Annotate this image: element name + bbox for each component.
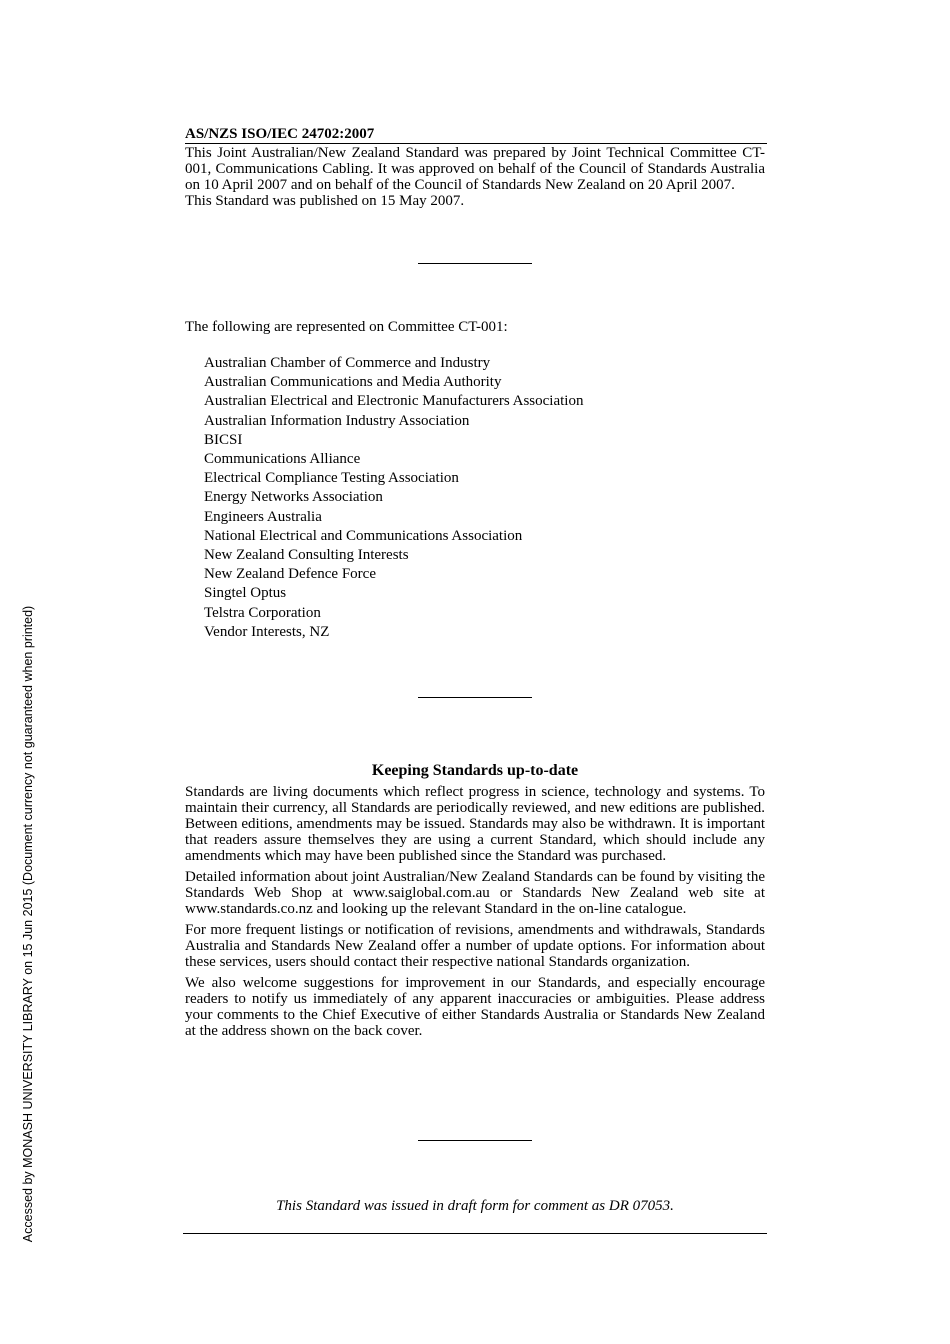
keeping-standards-body bbox=[185, 784, 765, 1044]
body-paragraph: We also welcome suggestions for improvement in our Standards, and especially encourage readers to notify us immediately of any apparent inaccuracies or ambiguities. Please address your comments to the Chief Executive of either Standards Australia or Standards New Zealand at the address shown on the back cover. bbox=[185, 975, 765, 1039]
committee-member: Vendor Interests, NZ bbox=[204, 623, 330, 640]
committee-member: Australian Communications and Media Authority bbox=[204, 374, 502, 391]
committee-member: National Electrical and Communications Association bbox=[204, 527, 523, 544]
document-id-header: AS/NZS ISO/IEC 24702:2007 bbox=[185, 126, 767, 144]
committee-member: Energy Networks Association bbox=[204, 489, 383, 506]
committee-member-list bbox=[204, 354, 583, 642]
committee-intro: The following are represented on Committee CT-001: bbox=[185, 319, 508, 335]
draft-note: This Standard was issued in draft form for comment as DR 07053. bbox=[276, 1198, 674, 1214]
committee-member: Telstra Corporation bbox=[204, 604, 321, 621]
section-divider bbox=[418, 697, 532, 698]
body-paragraph: Detailed information about joint Australian/New Zealand Standards can be found by visiting the Standards Web Shop at www.saiglobal.com.au or Standards New Zealand web site at www.standards.co.nz and looking up the relevant Standard in the on-line catalogue. bbox=[185, 869, 765, 917]
committee-member: Australian Information Industry Association bbox=[204, 412, 470, 429]
section-divider bbox=[418, 263, 532, 264]
access-watermark: Accessed by MONASH UNIVERSITY LIBRARY on 15 Jun 2015 (Document currency not guaranteed when printed) bbox=[21, 605, 35, 1243]
footer-rule bbox=[183, 1233, 767, 1234]
body-paragraph: Standards are living documents which reflect progress in science, technology and systems. To maintain their currency, all Standards are periodically reviewed, and new editions are published. Between editions, amendments may be issued. Standards may also be withdrawn. It is important that readers assure themselves they are using a current Standard, which should include any amendments which may have been published since the Standard was purchased. bbox=[185, 784, 765, 864]
committee-member: Electrical Compliance Testing Association bbox=[204, 470, 459, 487]
committee-member: Australian Chamber of Commerce and Industry bbox=[204, 355, 491, 371]
committee-member: BICSI bbox=[204, 431, 243, 448]
committee-member: New Zealand Defence Force bbox=[204, 566, 376, 583]
committee-member: Engineers Australia bbox=[204, 508, 322, 525]
body-paragraph: For more frequent listings or notification of revisions, amendments and withdrawals, Standards Australia and Standards New Zealand offer a number of update options. For information about these services, users should contact their respective national Standards organization. bbox=[185, 922, 765, 970]
committee-member: Communications Alliance bbox=[204, 451, 361, 468]
committee-member: Australian Electrical and Electronic Manufacturers Association bbox=[204, 393, 584, 410]
preparation-statement bbox=[185, 145, 765, 209]
committee-member: Singtel Optus bbox=[204, 585, 287, 602]
publication-date: This Standard was published on 15 May 2007. bbox=[185, 193, 465, 209]
preparation-paragraph: This Joint Australian/New Zealand Standard was prepared by Joint Technical Committee CT-001, Communications Cabling. It was approved on behalf of the Council of Standards Australia on 10 April 2007 and on behalf of the Council of Standards New Zealand on 20 April 2007. bbox=[185, 145, 765, 193]
committee-member: New Zealand Consulting Interests bbox=[204, 547, 409, 564]
section-divider bbox=[418, 1140, 532, 1141]
section-title: Keeping Standards up-to-date bbox=[371, 762, 579, 779]
